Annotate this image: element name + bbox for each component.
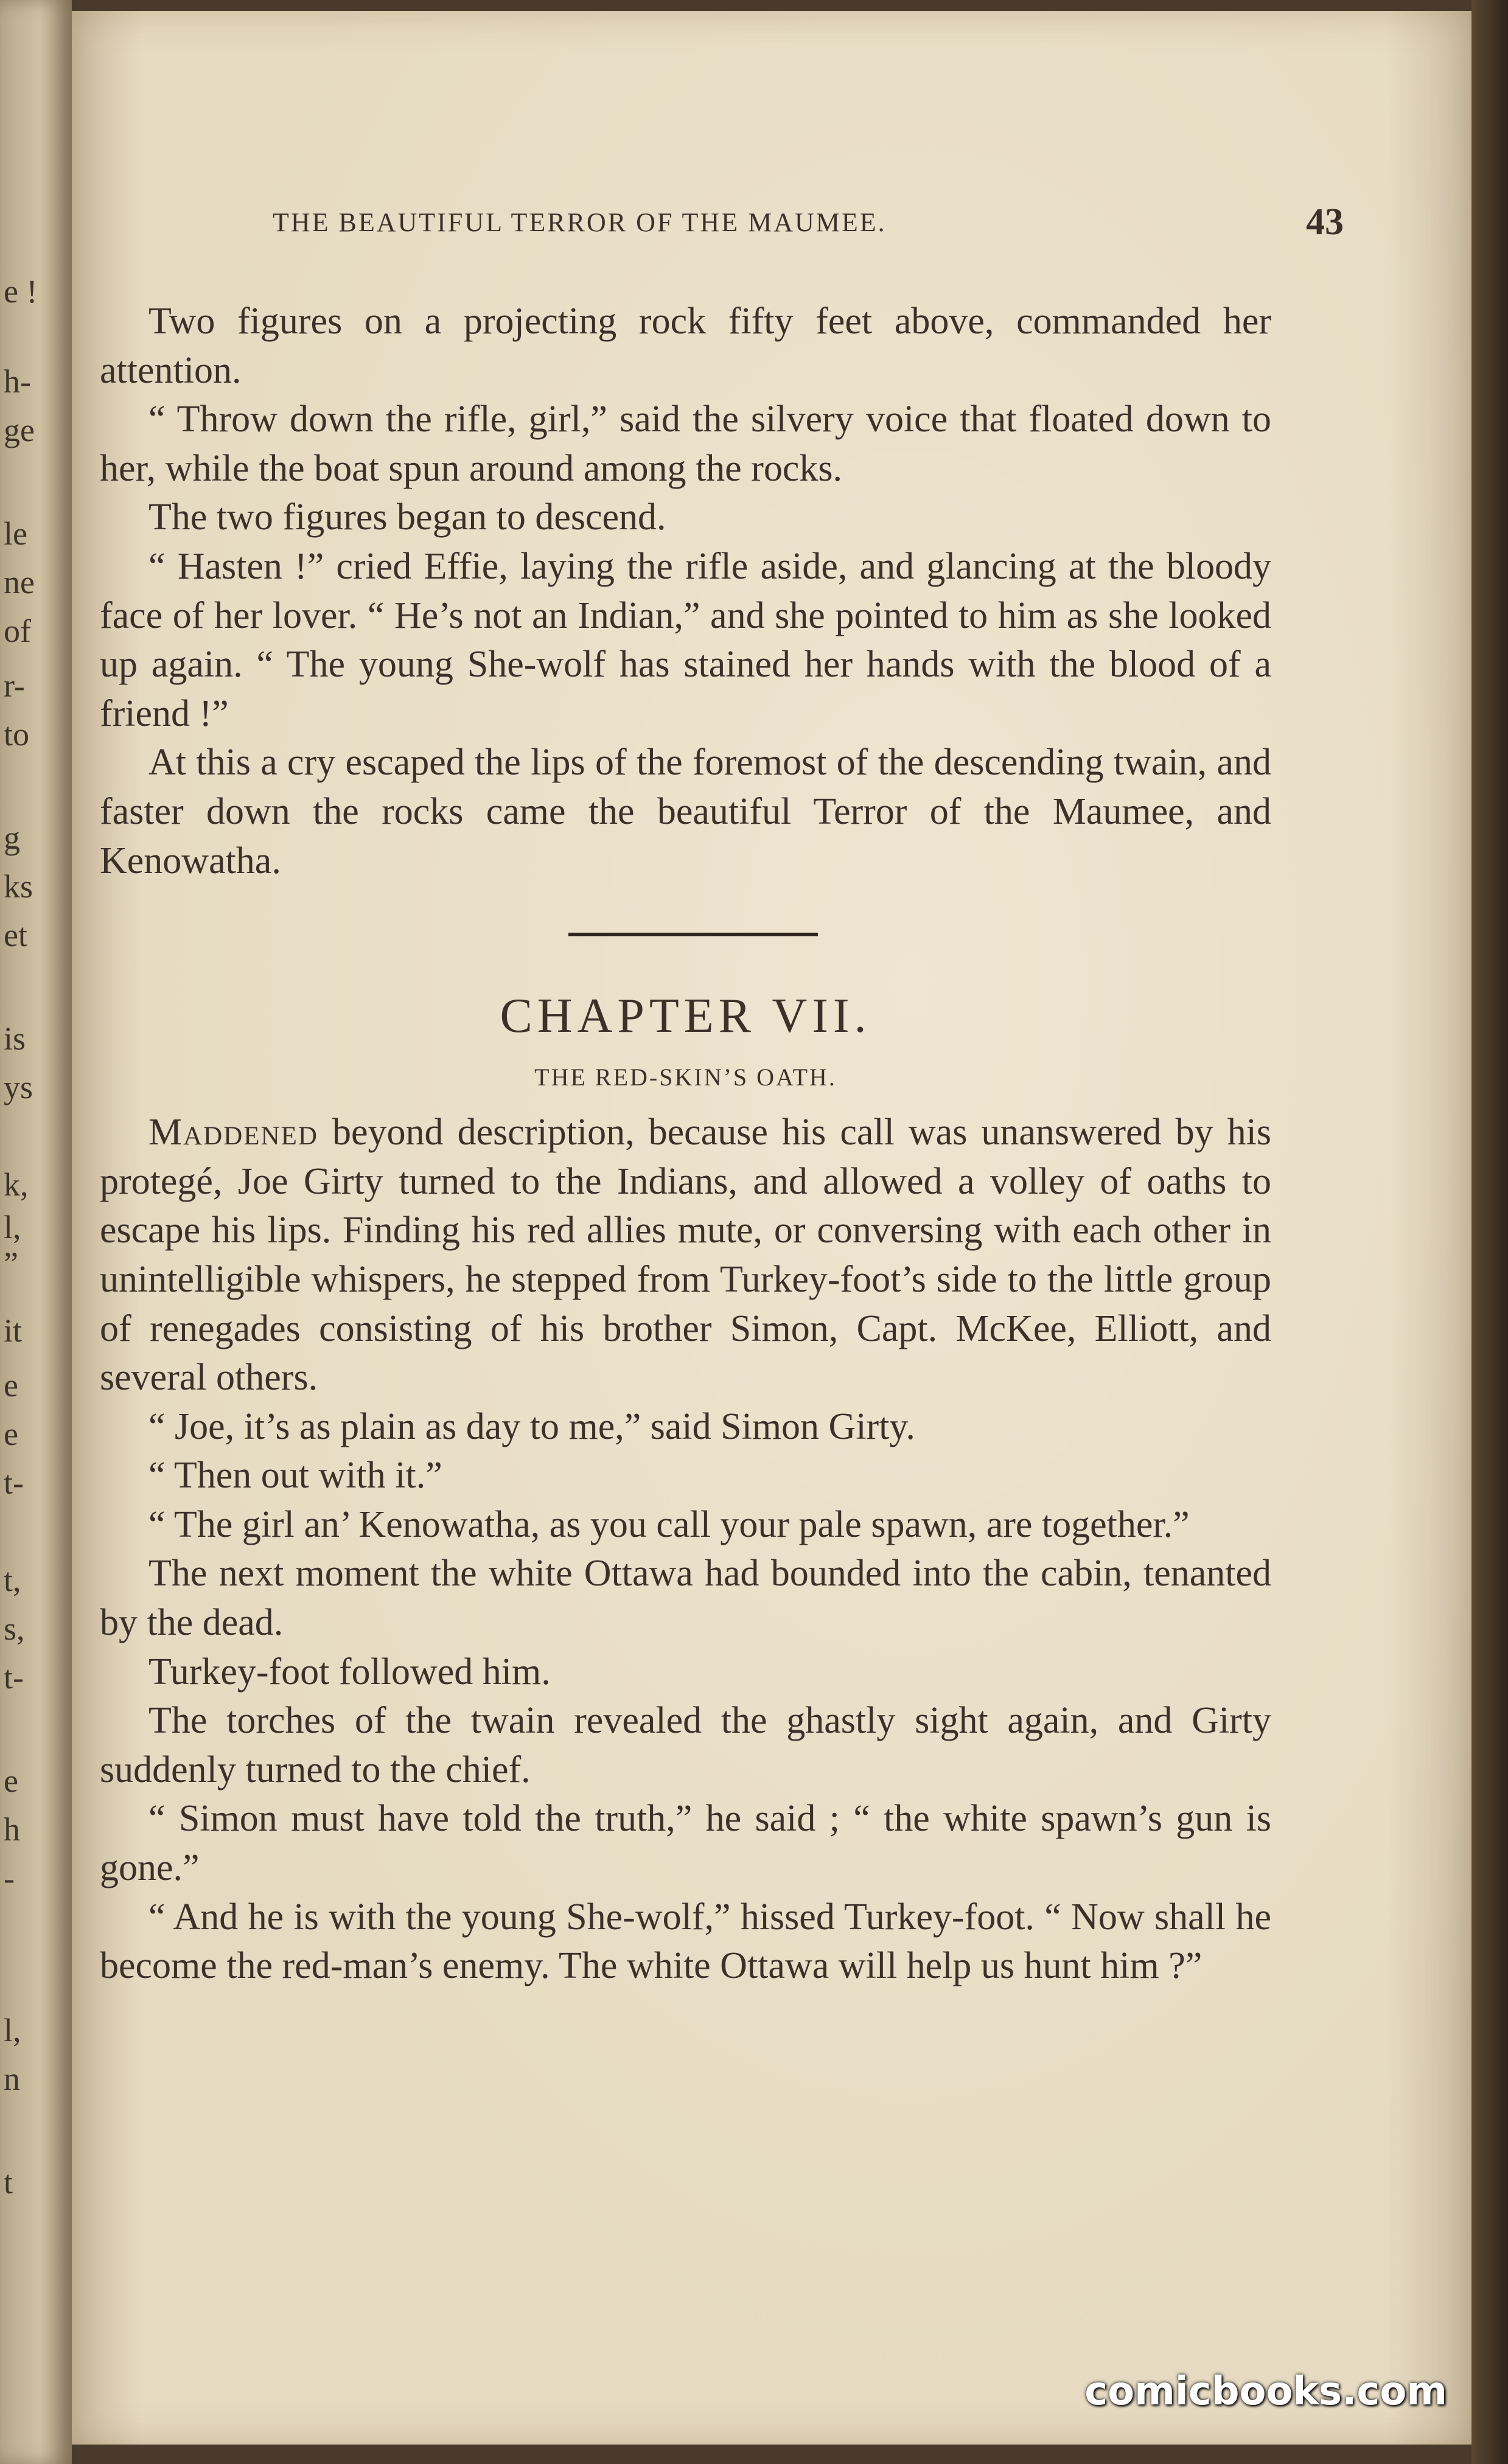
paragraph: “ Joe, it’s as plain as day to me,” said Simon Girty. <box>148 1405 915 1447</box>
book-page <box>72 11 1471 2445</box>
facing-page-fragment: - <box>4 1860 15 1896</box>
facing-page-fragment: t- <box>4 1464 24 1501</box>
drop-lead-word: Maddened <box>148 1112 318 1154</box>
facing-page-fragment: e <box>4 1367 18 1404</box>
facing-page-fragment: l, <box>4 1209 21 1245</box>
facing-page-fragment: n <box>4 2061 20 2097</box>
facing-page-fragment: t, <box>4 1562 21 1598</box>
facing-page-fragment: e <box>4 1416 18 1452</box>
paragraph: “ The girl an’ Kenowatha, as you call your pale spawn, are together.” <box>148 1503 1190 1545</box>
facing-page-fragment: ne <box>4 564 35 600</box>
facing-page-fragment: h <box>4 1811 20 1848</box>
paragraph: “ And he is with the young She-wolf,” hissed Turkey-foot. “ Now shall he become the red-man’s enemy. The white Ottawa will help us hunt him ?” <box>100 1896 1271 1987</box>
facing-page-fragment: it <box>4 1312 23 1349</box>
paragraph: Turkey-foot followed him. <box>148 1651 551 1693</box>
page-body <box>100 297 1271 1991</box>
facing-page-fragment: ge <box>4 412 35 448</box>
facing-page-fragment: r- <box>4 667 25 704</box>
facing-page-fragment: to <box>4 716 30 753</box>
facing-page-fragment: ys <box>4 1069 33 1105</box>
facing-page-fragment: t <box>4 2164 13 2201</box>
facing-page-fragment: le <box>4 515 27 552</box>
paragraph: “ Throw down the rifle, girl,” said the silvery voice that floated down to her, while the boat spun around among the rocks. <box>100 398 1271 489</box>
facing-page-fragment: t- <box>4 1659 24 1696</box>
facing-page-fragment: ” <box>4 1245 18 1282</box>
chapter-subtitle: THE RED-SKIN’S OATH. <box>534 1063 837 1091</box>
facing-page-fragment: h- <box>4 363 31 400</box>
facing-page-fragment: et <box>4 917 27 953</box>
chapter-divider <box>100 885 1271 980</box>
page-number: 43 <box>1306 201 1344 243</box>
facing-page-fragment: e ! <box>4 273 38 310</box>
paragraph: “ Then out with it.” <box>148 1455 442 1497</box>
facing-page-fragment: is <box>4 1020 26 1057</box>
paragraph: “ Simon must have told the truth,” he said ; “ the white spawn’s gun is gone.” <box>100 1798 1271 1889</box>
paragraph: At this a cry escaped the lips of the foremost of the descending twain, and faster down the rocks came the beautiful Terror of the Maumee, and Kenowatha. <box>100 742 1271 882</box>
facing-page-fragment: e <box>4 1763 18 1799</box>
running-header: THE BEAUTIFUL TERROR OF THE MAUMEE. <box>273 207 887 237</box>
chapter-title: CHAPTER VII. <box>500 989 871 1043</box>
paragraph: The next moment the white Ottawa had bounded into the cabin, tenanted by the dead. <box>100 1553 1271 1644</box>
paragraph: “ Hasten !” cried Effie, laying the rifle aside, and glancing at the bloody face of her lover. “ He’s not an Indian,” and she pointed to him as she looked up again. “ The young She-wolf has stained her hands with the blood of a friend !” <box>100 545 1271 734</box>
book-edge <box>1471 0 1508 2464</box>
facing-page-fragment: l, <box>4 2012 21 2048</box>
paragraph-text: beyond description, because his call was unanswered by his protegé, Joe Girty turned to the Indians, and allowed a volley of oaths to escape his lips. Finding his red allies mute, or conversing with each other in unintelligible whispers, he stepped from Turkey-foot’s side to the little group of renegades consisting of his brother Simon, Capt. McKee, Elliott, and several others. <box>100 1112 1271 1399</box>
chapter-opening-paragraph <box>100 1108 1271 1402</box>
facing-page-fragment: g <box>4 820 20 856</box>
paragraph: The torches of the twain revealed the ghastly sight again, and Girty suddenly turned to the chief. <box>100 1700 1271 1791</box>
facing-page-fragment: k, <box>4 1166 29 1203</box>
chapter-rule <box>568 933 818 936</box>
paragraph: Two figures on a projecting rock fifty feet above, commanded her attention. <box>100 301 1271 391</box>
facing-page-edge <box>0 0 72 2464</box>
facing-page-fragment: of <box>4 613 31 649</box>
paragraph: The two figures began to descend. <box>148 496 666 538</box>
facing-page-fragment: ks <box>4 868 33 905</box>
facing-page-fragment: s, <box>4 1610 25 1647</box>
site-watermark: comicbooks.com <box>1084 2369 1447 2414</box>
